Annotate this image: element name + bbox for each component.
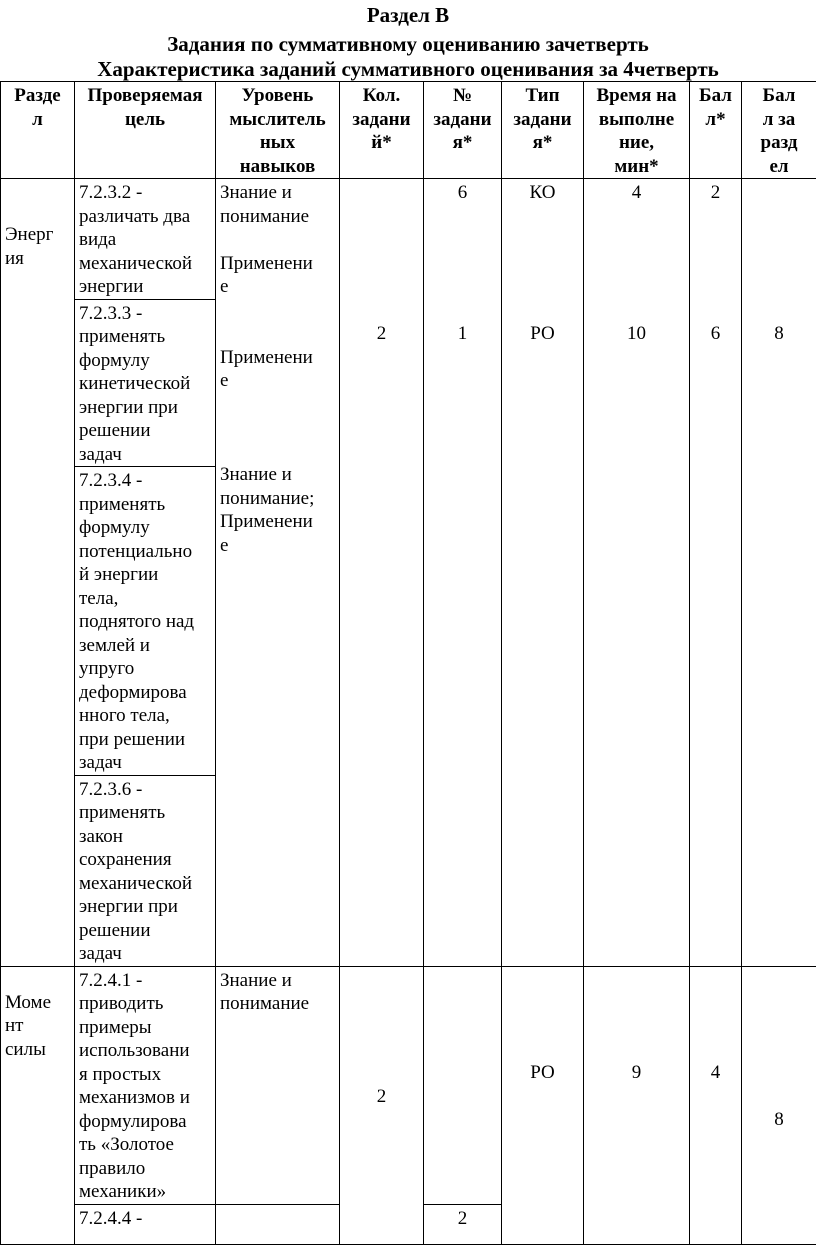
header-section-score: Бал л за разд ел: [742, 82, 816, 179]
table-header-row: [1, 82, 816, 179]
header-level: Уровень мыслитель ных навыков: [216, 82, 340, 179]
level-cell: Знание и понимание: [216, 966, 340, 1204]
score-cell: 2 6: [690, 179, 742, 967]
assessment-table: [0, 81, 816, 1245]
goal-cell: 7.2.3.6 - применять закон сохранения механической энергии при решении задач: [75, 775, 216, 966]
time-cell: 9: [584, 966, 690, 1244]
document-subtitle: Задания по суммативному оцениванию зачетверть: [0, 32, 816, 56]
goal-cell: 7.2.3.3 - применять формулу кинетической энергии при решении задач: [75, 299, 216, 467]
count-cell: 2: [340, 966, 424, 1244]
section-score-cell: 8: [742, 179, 816, 967]
task-type-cell: РО: [502, 966, 584, 1244]
task-type-cell: КО РО: [502, 179, 584, 967]
table-row: [1, 179, 816, 300]
goal-cell: 7.2.4.4 -: [75, 1204, 216, 1244]
task-number-cell: [424, 966, 502, 1204]
level-cell: Знание и понимание Применени е Применени е Знание и понимание; Применени е: [216, 179, 340, 967]
time-cell: 4 10: [584, 179, 690, 967]
section-name-cell: Энерг ия: [1, 179, 75, 967]
section-score-cell: 8: [742, 966, 816, 1244]
goal-cell: 7.2.3.2 - различать два вида механической энергии: [75, 179, 216, 300]
section-name-cell: Моме нт силы: [1, 966, 75, 1244]
goal-cell: 7.2.3.4 - применять формулу потенциально й энергии тела, поднятого над землей и упруго деформирова нного тела, при решении задач: [75, 467, 216, 776]
goal-cell: 7.2.4.1 - приводить примеры использовани я простых механизмов и формулирова ть «Золотое правило механики»: [75, 966, 216, 1204]
section-title: Раздел В: [0, 3, 816, 27]
level-cell: [216, 1204, 340, 1244]
header-count: Кол. задани й*: [340, 82, 424, 179]
header-goal: Проверяемая цель: [75, 82, 216, 179]
header-number: № задани я*: [424, 82, 502, 179]
header-time: Время на выполне ние, мин*: [584, 82, 690, 179]
table-caption: Характеристика заданий суммативного оценивания за 4четверть: [0, 57, 816, 81]
header-type: Тип задани я*: [502, 82, 584, 179]
header-section: Разде л: [1, 82, 75, 179]
header-score: Бал л*: [690, 82, 742, 179]
task-number-cell: 2: [424, 1204, 502, 1244]
table-row: [1, 966, 816, 1204]
task-number-cell: 6 1: [424, 179, 502, 967]
score-cell: 4: [690, 966, 742, 1244]
count-cell: 2: [340, 179, 424, 967]
